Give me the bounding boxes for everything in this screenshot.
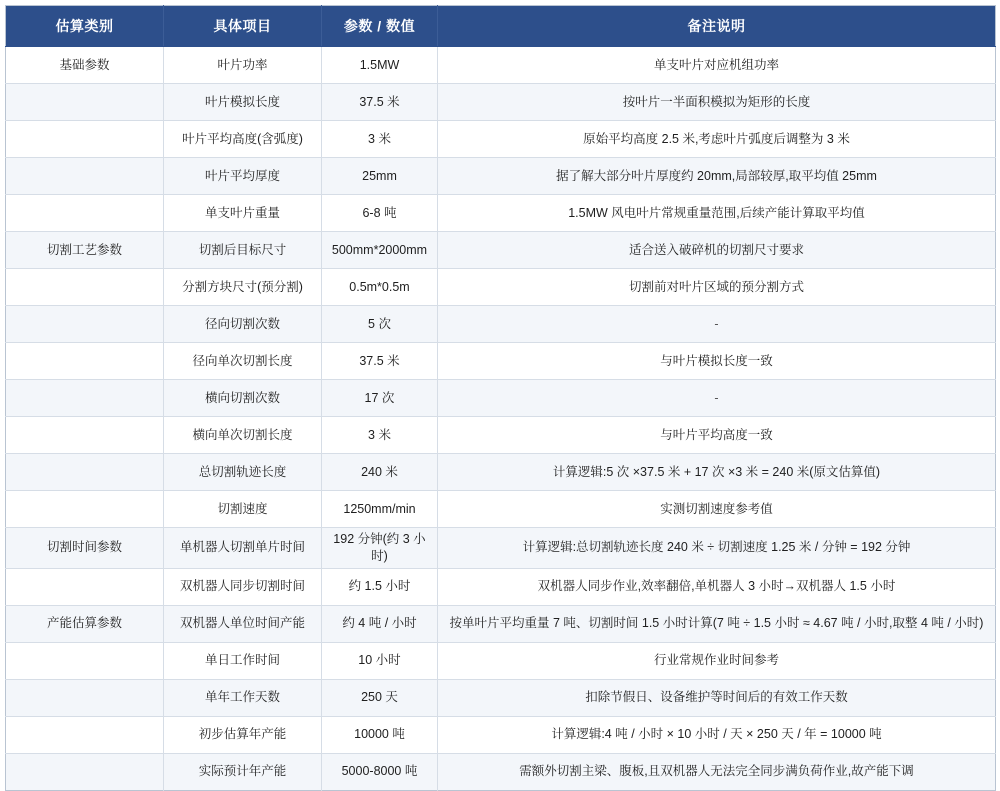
cell-note: 1.5MW 风电叶片常规重量范围,后续产能计算取平均值 (438, 195, 996, 232)
table-body (6, 47, 996, 791)
cell-note: 计算逻辑:总切割轨迹长度 240 米 ÷ 切割速度 1.25 米 / 分钟 = 192 分钟 (438, 528, 996, 569)
cell-category (6, 269, 164, 306)
table-header-row (6, 6, 996, 47)
table-row (6, 491, 996, 528)
cell-value: 约 1.5 小时 (322, 568, 438, 605)
cell-value: 5000-8000 吨 (322, 753, 438, 790)
cell-item: 叶片功率 (164, 47, 322, 84)
cell-category (6, 306, 164, 343)
cell-value: 10000 吨 (322, 716, 438, 753)
cell-category: 切割时间参数 (6, 528, 164, 569)
cell-item: 切割后目标尺寸 (164, 232, 322, 269)
cell-value: 5 次 (322, 306, 438, 343)
cell-category: 切割工艺参数 (6, 232, 164, 269)
cell-category (6, 679, 164, 716)
cell-note: 与叶片模拟长度一致 (438, 343, 996, 380)
cell-item: 叶片平均厚度 (164, 158, 322, 195)
cell-category (6, 84, 164, 121)
table-row (6, 753, 996, 790)
cell-category (6, 195, 164, 232)
cell-value: 1250mm/min (322, 491, 438, 528)
table-row (6, 343, 996, 380)
cell-value: 17 次 (322, 380, 438, 417)
table-row (6, 121, 996, 158)
cell-item: 双机器人单位时间产能 (164, 605, 322, 642)
parameter-estimation-table (5, 5, 996, 791)
cell-item: 双机器人同步切割时间 (164, 568, 322, 605)
cell-item: 径向单次切割长度 (164, 343, 322, 380)
column-header-category: 估算类别 (6, 6, 164, 47)
cell-item: 单机器人切割单片时间 (164, 528, 322, 569)
cell-value: 192 分钟(约 3 小时) (322, 528, 438, 569)
cell-value: 约 4 吨 / 小时 (322, 605, 438, 642)
table-row (6, 454, 996, 491)
cell-note: 计算逻辑:4 吨 / 小时 × 10 小时 / 天 × 250 天 / 年 = 10000 吨 (438, 716, 996, 753)
cell-note: 双机器人同步作业,效率翻倍,单机器人 3 小时→双机器人 1.5 小时 (438, 568, 996, 605)
cell-item: 总切割轨迹长度 (164, 454, 322, 491)
cell-category (6, 642, 164, 679)
cell-value: 3 米 (322, 417, 438, 454)
table-row (6, 679, 996, 716)
cell-value: 10 小时 (322, 642, 438, 679)
cell-note: 按单叶片平均重量 7 吨、切割时间 1.5 小时计算(7 吨 ÷ 1.5 小时 ≈ 4.67 吨 / 小时,取整 4 吨 / 小时) (438, 605, 996, 642)
cell-note: 与叶片平均高度一致 (438, 417, 996, 454)
table-row (6, 568, 996, 605)
cell-item: 单年工作天数 (164, 679, 322, 716)
cell-item: 切割速度 (164, 491, 322, 528)
table-row (6, 84, 996, 121)
table-header (6, 6, 996, 47)
cell-item: 实际预计年产能 (164, 753, 322, 790)
table-row (6, 158, 996, 195)
table-row (6, 528, 996, 569)
table-row (6, 605, 996, 642)
cell-value: 250 天 (322, 679, 438, 716)
table-row (6, 306, 996, 343)
cell-category (6, 491, 164, 528)
cell-item: 分割方块尺寸(预分割) (164, 269, 322, 306)
cell-value: 240 米 (322, 454, 438, 491)
cell-value: 25mm (322, 158, 438, 195)
cell-value: 37.5 米 (322, 84, 438, 121)
cell-item: 单日工作时间 (164, 642, 322, 679)
cell-item: 单支叶片重量 (164, 195, 322, 232)
table-row (6, 642, 996, 679)
cell-value: 37.5 米 (322, 343, 438, 380)
cell-note: 扣除节假日、设备维护等时间后的有效工作天数 (438, 679, 996, 716)
cell-note: 按叶片一半面积模拟为矩形的长度 (438, 84, 996, 121)
cell-category (6, 568, 164, 605)
cell-note: - (438, 380, 996, 417)
column-header-note: 备注说明 (438, 6, 996, 47)
cell-note: - (438, 306, 996, 343)
cell-note: 单支叶片对应机组功率 (438, 47, 996, 84)
cell-note: 行业常规作业时间参考 (438, 642, 996, 679)
cell-category: 基础参数 (6, 47, 164, 84)
column-header-item: 具体项目 (164, 6, 322, 47)
cell-category (6, 343, 164, 380)
table-row (6, 716, 996, 753)
table-row (6, 47, 996, 84)
cell-item: 横向切割次数 (164, 380, 322, 417)
cell-category (6, 454, 164, 491)
cell-item: 初步估算年产能 (164, 716, 322, 753)
column-header-value: 参数 / 数值 (322, 6, 438, 47)
cell-value: 3 米 (322, 121, 438, 158)
cell-category (6, 417, 164, 454)
table-row (6, 380, 996, 417)
cell-note: 切割前对叶片区域的预分割方式 (438, 269, 996, 306)
table-row (6, 417, 996, 454)
cell-value: 1.5MW (322, 47, 438, 84)
cell-note: 需额外切割主梁、腹板,且双机器人无法完全同步满负荷作业,故产能下调 (438, 753, 996, 790)
cell-item: 横向单次切割长度 (164, 417, 322, 454)
cell-category (6, 121, 164, 158)
cell-value: 6-8 吨 (322, 195, 438, 232)
cell-value: 0.5m*0.5m (322, 269, 438, 306)
cell-value: 500mm*2000mm (322, 232, 438, 269)
table-row (6, 269, 996, 306)
cell-category: 产能估算参数 (6, 605, 164, 642)
cell-category (6, 380, 164, 417)
cell-item: 叶片模拟长度 (164, 84, 322, 121)
cell-item: 叶片平均高度(含弧度) (164, 121, 322, 158)
table-row (6, 195, 996, 232)
cell-category (6, 753, 164, 790)
cell-note: 适合送入破碎机的切割尺寸要求 (438, 232, 996, 269)
cell-note: 计算逻辑:5 次 ×37.5 米 + 17 次 ×3 米 = 240 米(原文估算值) (438, 454, 996, 491)
cell-note: 据了解大部分叶片厚度约 20mm,局部较厚,取平均值 25mm (438, 158, 996, 195)
cell-item: 径向切割次数 (164, 306, 322, 343)
cell-category (6, 158, 164, 195)
cell-category (6, 716, 164, 753)
cell-note: 原始平均高度 2.5 米,考虑叶片弧度后调整为 3 米 (438, 121, 996, 158)
cell-note: 实测切割速度参考值 (438, 491, 996, 528)
table-row (6, 232, 996, 269)
